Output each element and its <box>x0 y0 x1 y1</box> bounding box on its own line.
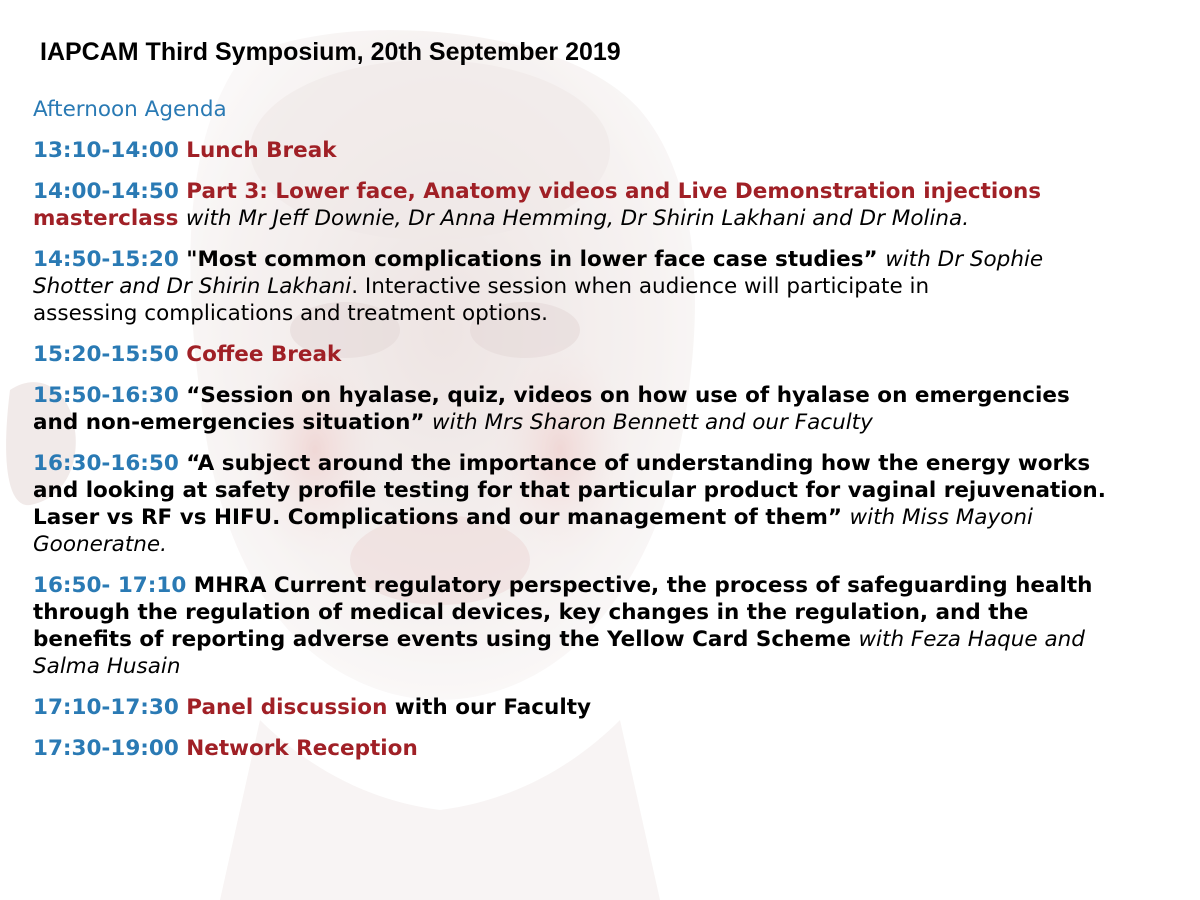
agenda-title: Coffee Break <box>186 342 342 367</box>
agenda-item-hyalase <box>33 382 1173 436</box>
agenda-speakers: with Dr Sophie <box>885 247 1044 272</box>
agenda-item-lunch <box>33 137 1173 164</box>
agenda-suffix: with our Faculty <box>394 695 592 720</box>
agenda-speakers-cont: Shotter and Dr Shirin Lakhani <box>33 274 352 299</box>
agenda-title-cont: benefits of reporting adverse events using the Yellow Card Scheme <box>33 627 851 652</box>
agenda-title: MHRA Current regulatory perspective, the process of safeguarding health <box>193 573 1093 598</box>
agenda-item-part3 <box>33 178 1173 232</box>
page-title: IAPCAM Third Symposium, 20th September 2019 <box>40 38 621 66</box>
agenda-title: Part 3: Lower face, Anatomy videos and Live Demonstration injections <box>186 179 1042 204</box>
agenda-title: Network Reception <box>186 736 418 761</box>
agenda-time: 17:30-19:00 <box>33 736 179 761</box>
agenda-time: 14:50-15:20 <box>33 247 179 272</box>
agenda-time: 15:50-16:30 <box>33 383 179 408</box>
agenda-speakers-cont: Gooneratne. <box>33 532 167 557</box>
agenda-title-cont: Laser vs RF vs HIFU. Complications and our management of them” <box>33 505 843 530</box>
agenda-title-cont: masterclass <box>33 206 179 231</box>
agenda-speakers: with Miss Mayoni <box>849 505 1033 530</box>
agenda-item-coffee <box>33 341 1173 368</box>
agenda-title: “Session on hyalase, quiz, videos on how use of hyalase on emergencies <box>186 383 1070 408</box>
agenda-speakers: with Mr Jeff Downie, Dr Anna Hemming, Dr Shirin Lakhani and Dr Molina. <box>185 206 970 231</box>
agenda-item-complications <box>33 246 1173 327</box>
agenda-time: 13:10-14:00 <box>33 138 179 163</box>
agenda-description: . Interactive session when audience will participate in <box>351 274 930 299</box>
agenda-heading: Afternoon Agenda <box>33 97 227 122</box>
agenda-time: 16:50- 17:10 <box>33 573 187 598</box>
agenda-title: Panel discussion <box>186 695 388 720</box>
agenda-title-cont: and looking at safety profile testing for that particular product for vaginal rejuvenation. <box>33 478 1106 503</box>
agenda-speakers: with Mrs Sharon Bennett and our Faculty <box>432 410 873 435</box>
agenda-title: Lunch Break <box>186 138 337 163</box>
agenda-time: 16:30-16:50 <box>33 451 179 476</box>
agenda-time: 15:20-15:50 <box>33 342 179 367</box>
agenda-title-cont: through the regulation of medical devices, key changes in the regulation, and the <box>33 600 1029 625</box>
agenda-item-panel <box>33 694 1173 721</box>
agenda-item-energy <box>33 450 1173 558</box>
agenda-time: 17:10-17:30 <box>33 695 179 720</box>
agenda-speakers: with Feza Haque and <box>858 627 1085 652</box>
agenda-title-cont: and non-emergencies situation” <box>33 410 425 435</box>
agenda-title: “A subject around the importance of understanding how the energy works <box>186 451 1091 476</box>
agenda-time: 14:00-14:50 <box>33 179 179 204</box>
agenda-list <box>33 96 1173 776</box>
agenda-title: "Most common complications in lower face case studies” <box>186 247 878 272</box>
agenda-speakers-cont: Salma Husain <box>33 654 181 679</box>
agenda-item-reception <box>33 735 1173 762</box>
agenda-item-mhra <box>33 572 1173 680</box>
agenda-description-cont: assessing complications and treatment options. <box>33 301 549 326</box>
